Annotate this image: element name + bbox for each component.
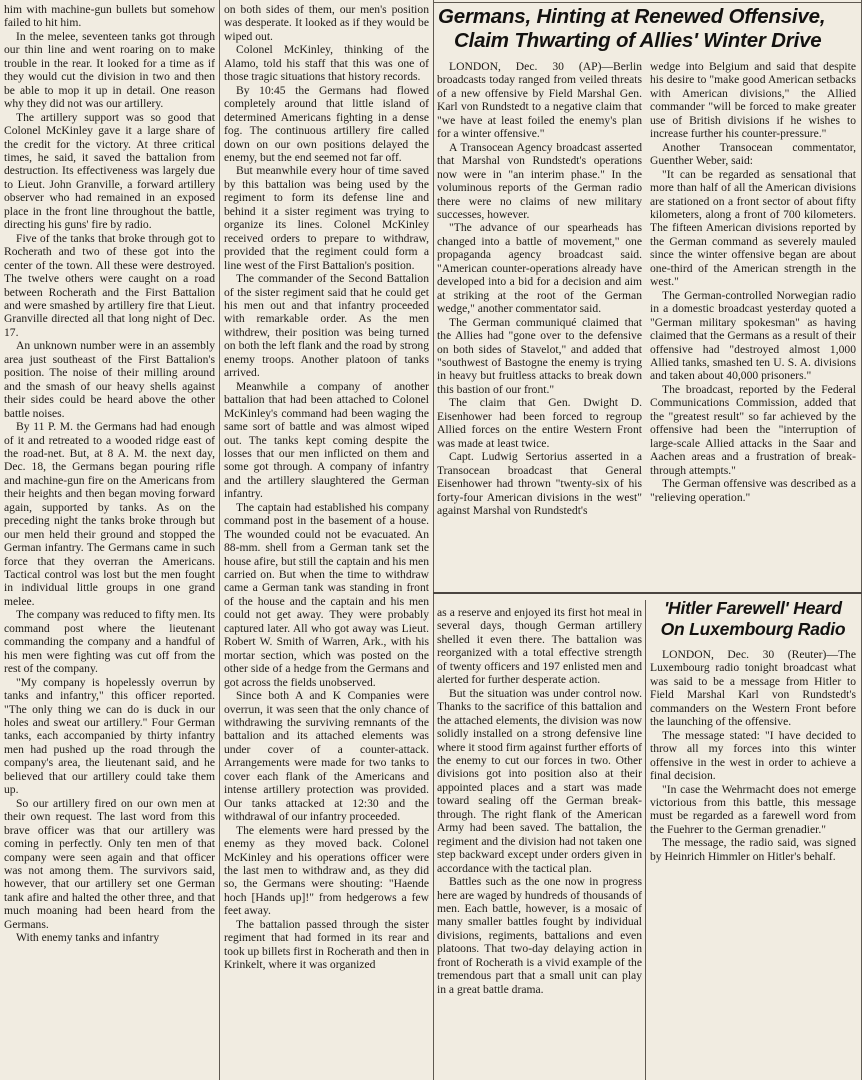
article-headline [438,5,858,53]
paragraph: Five of the tanks that broke through got to Rocherath and two of these got into the center of the town. All these were destroyed. The twelve others were caught on a road between Rocherath and the First Battalion and were smashed by artillery fire that Lieut. Granville directed all that long night of Dec. 17. [4,231,215,339]
paragraph: "My company is hopelessly overrun by tanks and infantry," this officer reported. "The only thing we can do is duck in our holes and sweat our artillery." Four German tanks, each accompanied by thirty infantry men had pushed up the road through the company's area, the lieutenant said, and he believed that our artillery could take them up. [4,675,215,797]
paragraph: The German-controlled Norwegian radio in a domestic broadcast yesterday quoted a "German military spokesman" as having claimed that the Germans as a result of their offensive had "destroyed almost 1,000 Allied tanks, smashed ten U. S. A. divisions and taken about 40,000 prisoners." [650,288,856,383]
column-2 [224,3,429,1078]
headline-line: 'Hitler Farewell' Heard [664,598,842,618]
paragraph: Capt. Ludwig Sertorius asserted in a Transocean broadcast that General Eisenhower had thrown "twenty-six of his forty-four American divisions in the west" against Marshal von Rundstedt's [437,450,642,517]
paragraph: "The advance of our spearheads has changed into a battle of movement," one propaganda agency broadcast said. "American counter-operations already have developed into a bid for a decision and aim at striking at the root of the German wedge," another commentator said. [437,221,642,316]
article-body [650,648,856,1078]
paragraph: So our artillery fired on our own men at their own request. The last word from this brave officer was that our artillery was coming in perfectly. Only ten men of that company were seen again and that officer was not among them. The survivors said, however, that our artillery set one German tank afire and halted the other three, and that much moaning had been heard from the Germans. [4,796,215,931]
column-rule [433,0,434,1080]
column-rule [645,600,646,1080]
paragraph: The company was reduced to fifty men. Its command post where the lieutenant commanding the company and a handful of his men were fighting was cut off from the rest of the company. [4,608,215,676]
paragraph: The German communiqué claimed that the Allies had "gone over to the defensive on both sides of Stavelot," and added that "southwest of Bastogne the enemy is trying in heavy but fruitless attacks to break down this bastion of our front." [437,315,642,396]
article-divider [433,592,862,594]
paragraph: In the melee, seventeen tanks got through our thin line and went roaring on to make trouble in the rear. It looked for a time as if they would cut the division in two and then be able to mop it up in detail. One reason why they did not was our artillery. [4,29,215,111]
paragraph: as a reserve and enjoyed its first hot meal in several days, though German artillery shelled it even there. The battalion was reorganized with a total effective strength of twenty officers and 197 enlisted men and alerted for further desperate action. [437,606,642,687]
paragraph: "In case the Wehrmacht does not emerge victorious from this battle, this message must be regarded as a farewell word from the Fuehrer to the German grenadier." [650,782,856,836]
headline-line: On Luxembourg Radio [660,619,846,639]
paragraph: Since both A and K Companies were overrun, it was seen that the only chance of withdrawing the surviving remnants of the battalion and its attached elements was under cover of a counter-attack. Arrangements were made for two tanks to cover each flank of the Americans and intense artillery protection was provided. Our tanks attacked at 12:30 and the withdrawal of our infantry proceeded. [224,689,429,824]
paragraph: on both sides of them, our men's position was desperate. It looked as if they would be wiped out. [224,3,429,43]
column-3-continuation [437,606,642,1078]
paragraph: LONDON, Dec. 30 (Reuter)—The Luxembourg radio tonight broadcast what was said to be a message from Hitler to Field Marshal Karl von Rundstedt's commanders on the Western Front before the launching of the offensive. [650,648,856,729]
paragraph: The battalion passed through the sister regiment that had formed in its rear and took up billets first in Rocherath and then in Krinkelt, where it was organized [224,917,429,972]
article-divider [433,2,862,3]
column-1 [4,3,215,1078]
paragraph: A Transocean Agency broadcast asserted that Marshal von Rundstedt's operations now were in "an interim phase." In the voluminous reports of the German radio there were no claims of new military successes, however. [437,140,642,221]
article-body-left [437,60,642,588]
headline-line: Claim Thwarting of Allies' Winter Drive [454,29,822,52]
paragraph: But the situation was under control now. Thanks to the sacrifice of this battalion and the attached elements, the division was now solidly installed on a strong defensive line where it stood firm against further efforts of the enemy to cut our forces in two. Other divisions got into position also at their appointed places and a start was made toward sealing off the German break-through. The right flank of the American Army had been saved. The battalion, the regiment and the division had not taken one step backward except under orders given in accordance with the tactical plan. [437,686,642,875]
paragraph: The German offensive was described as a "relieving operation." [650,477,856,504]
paragraph: The broadcast, reported by the Federal Communications Commission, added that the "greatest result" so far achieved by the offensive had been the "interruption of large-scale Allied attacks in the Saar and Aachen areas and a frustration of break-through attempts." [650,382,856,477]
column-rule [219,0,220,1080]
paragraph: The captain had established his company command post in the basement of a house. The wounded could not be evacuated. An 88-mm. shell from a German tank set the house afire, but still the captain and his men carried on. But when the time to withdraw came a German tank was standing in front of the house and the captain and his men could not get away. They were probably captured later. All who got away was Lieut. Robert W. Smith of Warren, Ark., with his mortar section, which was posted on the other side of a hedge from the Germans and got across the fields unobserved. [224,500,429,689]
paragraph: Meanwhile a company of another battalion that had been attached to Colonel McKinley's command had been waging the same sort of battle and was almost wiped out. The tanks kept coming despite the losses that our men inflicted on them and some got through. A company of infantry and the artillery slaughtered the German infantry. [224,379,429,501]
paragraph: Battles such as the one now in progress here are waged by hundreds of thousands of men. Each battle, however, is a mosaic of many smaller battles fought by individual divisions, regiments, battalions and even platoons. That two-day delaying action in front of Rocherath is a vivid example of the tremendous part that a small unit can play in a great battle drama. [437,875,642,996]
paragraph: wedge into Belgium and said that despite his desire to "make good American setbacks with American divisions," the Allied commander "will be forced to make greater use of British divisions if he wishes to increase further his counter-pressure." [650,60,856,141]
paragraph: But meanwhile every hour of time saved by this battalion was being used by the regiment to form its defense line and behind it a sister regiment was trying to organize its lines. Colonel McKinley received orders to prepare to withdraw, provided that the regiment could form a line west of the First Battalion's position. [224,164,429,272]
paragraph: The message stated: "I have decided to throw all my forces into this winter offensive in the west in order to achieve a final decision. [650,728,856,783]
paragraph: The message, the radio said, was signed by Heinrich Himmler on Hitler's behalf. [650,836,856,863]
paragraph: With enemy tanks and infantry [16,931,160,945]
paragraph: "It can be regarded as sensational that more than half of all the American divisions are stationed on a front sector of about fifty kilometers, along a front of 700 kilometers. The fifteen American divisions reported by the German command as severely mauled since the winter offensive began are about one-third of the American strength in the west." [650,167,856,289]
paragraph: The artillery support was so good that Colonel McKinley gave it a large share of the credit for the victory. At three critical times, he said, it saved the battalion from destruction. Its effectiveness was largely due to Lieut. John Granville, a forward artillery observer who had remained in an exposed place in the front line throughout the battle, directing his guns' fire by radio. [4,110,215,232]
paragraph: The elements were hard pressed by the enemy as they moved back. Colonel McKinley and his operations officer were the last men to withdraw and, as they did so, the Germans were shouting: "Haende hoch [Hands up]!" from hedgerows a few feet away. [224,823,429,918]
paragraph: The commander of the Second Battalion of the sister regiment said that he could get his men out and that infantry proceeded with remarkable order. As the men withdrew, their position was being turned on both the left flank and the road by strong enemy troops. Another platoon of tanks arrived. [224,272,429,380]
paragraph: The claim that Gen. Dwight D. Eisenhower had been forced to regroup Allied forces on the entire Western Front was made at least twice. [437,396,642,450]
headline-line: Germans, Hinting at Renewed Offensive, [438,5,826,28]
paragraph: Colonel McKinley, thinking of the Alamo, told his staff that this was one of those tragic situations that history records. [224,43,429,84]
article-headline [650,598,856,640]
article-body-right [650,60,856,588]
paragraph: By 10:45 the Germans had flowed completely around that little island of determined Americans fighting in a dense fog. The continuous artillery fire called down on our own positions delayed the enemy, but the end seemed not far off. [224,83,429,164]
paragraph: LONDON, Dec. 30 (AP)—Berlin broadcasts today ranged from veiled threats of a new offensive by Field Marshal Gen. Karl von Rundstedt to a negative claim that "we have at least foiled the enemy's plan for a winter offensive." [437,60,642,141]
paragraph: him with machine-gun bullets but somehow failed to hit him. [4,3,215,30]
paragraph: By 11 P. M. the Germans had had enough of it and retreated to a wooded ridge east of the road-net. But, at 8 A. M. the next day, Dec. 18, the Germans began pouring rifle and machine-gun fire on the Americans from their heights and then began moving forward again, supported by tanks. As on the preceding night the tanks broke through but our men held their ground and stopped the German infantry. The Germans came in such force that they overran the Americans. Tactical control was lost but the men fought in individual little groups in one grand melee. [4,420,215,608]
paragraph: Another Transocean commentator, Guenther Weber, said: [650,140,856,168]
paragraph: An unknown number were in an assembly area just southeast of the First Battalion's position. The noise of their milling around and the smash of our heavy shells against their sides could be heard above the other battle noises. [4,339,215,420]
